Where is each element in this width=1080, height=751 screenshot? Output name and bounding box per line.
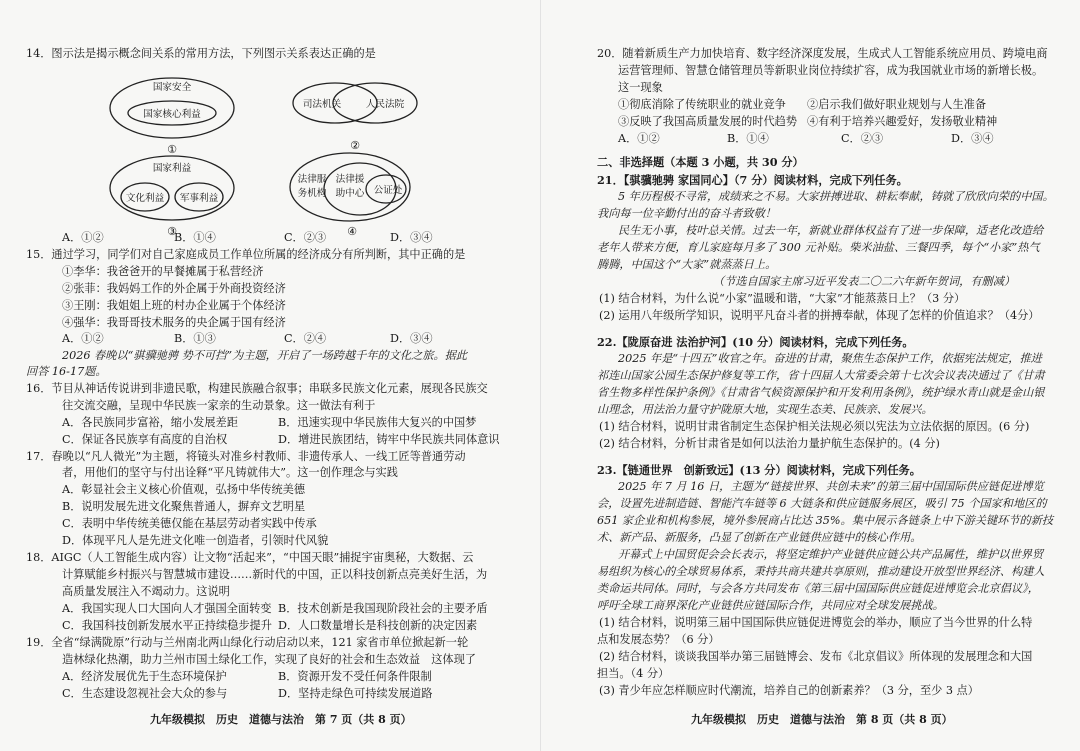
q15-item-1: ①李华：我爸爸开的早餐摊属于私营经济 <box>62 265 264 278</box>
q23-task-2: (2) 结合材料，谈谈我国举办第三届链博会、发布《北京倡议》所体现的发展理念和大国 <box>599 650 1033 663</box>
q23-task-3: (3) 青少年应怎样顺应时代潮流，培养自己的创新素养？（3 分，至少 3 点） <box>599 684 979 697</box>
q23-material-6: 易组织为核心的全球贸易体系，秉持共商共建共享原则，推动建设开放型世界经济、构建人 <box>597 565 1045 578</box>
q16-stem-1: 16．节目从神话传说讲到非遗民歌，构建民族融合叙事；串联多民族文化元素，展现各民族交 <box>26 382 488 395</box>
q21-task-2: (2) 运用八年级所学知识，说明平凡奋斗者的拼搏奉献，体现了怎样的价值追求？（4分） <box>599 309 1040 322</box>
q17-option-a[interactable]: A．彰显社会主义核心价值观，弘扬中华传统美德 <box>62 483 306 496</box>
q21-material-5: 腾腾，中国这个“大家”就蒸蒸日上。 <box>597 258 777 271</box>
q19-option-c[interactable]: C．生态建设忽视社会大众的参与 <box>62 687 228 700</box>
q15-option-a[interactable]: A．①② <box>62 332 104 345</box>
q19-option-b[interactable]: B．资源开发不受任何条件限制 <box>278 670 432 683</box>
q19-stem-2: 造林绿化热潮，助力兰州市国土绿化工作，实现了良好的社会和生态效益 这体现了 <box>62 653 476 666</box>
q15-item-4: ④强华：我哥哥技术服务的央企属于国有经济 <box>62 316 286 329</box>
q23-material-4: 术、新产品、新服务，凸显了创新在产业链供应链中的核心作用。 <box>597 531 922 544</box>
q15-item-2: ②张菲：我妈妈工作的外企属于外商投资经济 <box>62 282 286 295</box>
q21-task-1: (1) 结合材料，为什么说“小家”温暖和谐，“大家”才能蒸蒸日上？（3 分） <box>599 292 966 305</box>
q17-stem-1: 17．春晚以“凡人微光”为主题，将镜头对准乡村教师、非遗传承人、一线工匠等普通劳动 <box>26 450 466 463</box>
q23-material-2: 会，设置先进制造链、智能汽车链等 6 大链条和供应链服务展区，吸引 75 个国家和地区的 <box>597 497 1047 510</box>
d3-label-a: 文化利益 <box>125 193 165 204</box>
q20-option-a[interactable]: A．①② <box>618 132 660 145</box>
d2-label-a: 司法机关 <box>302 99 342 110</box>
page-8 <box>540 0 1080 751</box>
q22-material-4: 山理念，用法治力量守护陇原大地，实现生态美、民族亲、发展兴。 <box>597 403 933 416</box>
d3-label-b: 军事利益 <box>179 193 219 204</box>
q20-option-d[interactable]: D．③④ <box>951 132 994 145</box>
q20-item-2: ②启示我们做好职业规划与人生准备 <box>807 98 987 111</box>
q16-17-intro-1: 2026 春晚以“骐骥驰骋 势不可挡”为主题，开启了一场跨越千年的文化之旅。据此 <box>62 349 468 362</box>
q22-heading: 22.【陇原奋进 法治护河】(10 分）阅读材料，完成下列任务。 <box>597 335 914 349</box>
q23-material-5: 开幕式上中国贸促会会长表示，将坚定维护产业链供应链公共产品属性，维护以世界贸 <box>618 548 1044 561</box>
q21-heading: 21．【骐骥驰骋 家国同心】（7 分）阅读材料，完成下列任务。 <box>597 173 908 187</box>
q14-option-d[interactable]: D．③④ <box>390 231 433 244</box>
q18-option-c[interactable]: C．我国科技创新发展水平正持续稳步提升 <box>62 619 272 632</box>
page-7-footer: 九年级模拟 历史 道德与法治 第 7 页（共 8 页） <box>150 713 412 726</box>
q17-option-d[interactable]: D．体现平凡人是先进文化唯一创造者，引领时代风貌 <box>62 534 329 547</box>
q20-stem-1: 20．随着新质生产力加快培育、数字经济深度发展，生成式人工智能系统应用员、跨境电商 <box>597 47 1048 60</box>
d1-num: ① <box>167 143 177 156</box>
d3-num: ③ <box>167 225 177 238</box>
page-8-footer: 九年级模拟 历史 道德与法治 第 8 页（共 8 页） <box>691 713 953 726</box>
q23-material-1: 2025 年 7 月 16 日，主题为“链接世界、共创未来”的第三届中国国际供应链促进博览 <box>618 480 1044 493</box>
d4-label-a2: 务机构 <box>297 188 327 199</box>
q19-stem-1: 19．全省“绿满陇原”行动与兰州南北两山绿化行动启动以来，121 家省市单位掀起新一轮 <box>26 636 469 649</box>
q17-option-c[interactable]: C．表明中华传统美德仅能在基层劳动者实践中传承 <box>62 517 317 530</box>
d2-num: ② <box>350 139 360 152</box>
q15-option-b[interactable]: B．①③ <box>174 332 216 345</box>
q18-option-d[interactable]: D．人口数量增长是科技创新的决定因素 <box>278 619 478 632</box>
q23-task-2-cont: 担当。（4 分） <box>597 667 670 680</box>
q19-option-a[interactable]: A．经济发展优先于生态环境保护 <box>62 670 227 683</box>
q17-option-b[interactable]: B．说明发展先进文化聚焦普通人，摒弃文艺明星 <box>62 500 306 513</box>
q14-option-c[interactable]: C．②③ <box>284 231 327 244</box>
q16-option-a[interactable]: A．各民族同步富裕，缩小发展差距 <box>62 416 238 429</box>
q23-material-8: 呼吁全球工商界深化产业链供应链国际合作，共同应对全球发展挑战。 <box>597 599 944 612</box>
q20-option-b[interactable]: B．①④ <box>727 132 769 145</box>
q15-item-3: ③王刚：我姐姐上班的村办企业属于个体经济 <box>62 299 286 312</box>
q23-material-3: 651 家企业和机构参展，境外参展商占比达 35%。集中展示各链条上中下游关键环节的新技 <box>597 514 1054 527</box>
q19-option-d[interactable]: D．坚持走绿色可持续发展道路 <box>278 687 433 700</box>
q20-item-3: ③反映了我国高质量发展的时代趋势 <box>618 115 798 128</box>
q15-stem: 15．通过学习，同学们对自己家庭成员工作单位所属的经济成分有所判断，其中正确的是 <box>26 248 466 261</box>
q21-material-2: 我向每一位辛勤付出的奋斗者致敬！ <box>597 207 777 220</box>
d4-label-a1: 法律服 <box>297 174 327 185</box>
q20-item-4: ④有利于培养兴趣爱好，发扬敬业精神 <box>807 115 998 128</box>
q22-task-2: (2) 结合材料，分析甘肃省是如何以法治力量护航生态保护的。(4 分) <box>599 437 940 450</box>
q16-option-b[interactable]: B．迅速实现中华民族伟大复兴的中国梦 <box>278 416 477 429</box>
q18-option-a[interactable]: A．我国实现人口大国向人才强国全面转变 <box>62 602 272 615</box>
q22-task-1: (1) 结合材料，说明甘肃省制定生态保护相关法规必须以宪法为立法依据的原因。(6 分) <box>599 420 1030 433</box>
q18-stem-2: 计算赋能乡村振兴与智慧城市建设……新时代的中国，正以科技创新点亮美好生活，为 <box>62 568 488 581</box>
q16-17-intro-2: 回答 16-17题。 <box>26 365 107 378</box>
d4-num: ④ <box>347 225 357 238</box>
d4-label-c: 公证处 <box>373 185 403 196</box>
d1-outer-label: 国家安全 <box>152 82 192 93</box>
q23-task-1: (1) 结合材料，说明第三届中国国际供应链促进博览会的举办，顺应了当今世界的什么特 <box>599 616 1033 629</box>
q18-option-b[interactable]: B．技术创新是我国现阶段社会的主要矛盾 <box>278 602 488 615</box>
q14-diagrams <box>0 60 540 250</box>
q14-option-a[interactable]: A．①② <box>62 231 104 244</box>
q16-option-d[interactable]: D．增进民族团结，铸牢中华民族共同体意识 <box>278 433 500 446</box>
q16-stem-2: 往交流交融，呈现中华民族一家亲的生动景象。这一做法有利于 <box>62 399 376 412</box>
q17-stem-2: 者，用他们的坚守与付出诠释“平凡铸就伟大”。这一创作理念与实践 <box>62 466 398 479</box>
q22-material-1: 2025 年是“十四五”收官之年。奋进的甘肃，聚焦生态保护工作，依据宪法规定，推进 <box>618 352 1042 365</box>
d4-label-b1: 法律援 <box>335 174 365 185</box>
section-heading: 二、非选择题（本题 3 小题，共 30 分） <box>597 155 804 169</box>
q20-item-1: ①彻底消除了传统职业的就业竞争 <box>618 98 786 111</box>
q20-stem-3: 这一现象 <box>618 81 663 94</box>
q14-stem: 14．图示法是揭示概念间关系的常用方法，下列图示关系表达正确的是 <box>26 47 376 60</box>
q18-stem-1: 18．AIGC（人工智能生成内容）让文物“活起来”，“中国天眼”捕捉宇宙奥秘，大数据、云 <box>26 551 474 564</box>
q18-stem-3: 高质量发展注入不竭动力。这说明 <box>62 585 230 598</box>
q16-option-c[interactable]: C．保证各民族享有高度的自治权 <box>62 433 228 446</box>
q20-option-c[interactable]: C．②③ <box>841 132 884 145</box>
q22-material-2: 祁连山国家公园生态保护修复等工作，省十四届人大常委会第十七次会议表决通过了《甘肃 <box>597 369 1045 382</box>
q23-material-7: 类命运共同体。同时，与会各方共同发布《第三届中国国际供应链促进博览会北京倡议》， <box>597 582 1039 595</box>
d3-outer-label: 国家利益 <box>152 163 192 174</box>
q23-heading: 23.【链通世界 创新致远】(13 分）阅读材料，完成下列任务。 <box>597 463 921 477</box>
q15-option-d[interactable]: D．③④ <box>390 332 433 345</box>
q21-source: （节选自国家主席习近平发表二〇二六年新年贺词，有删减） <box>713 275 1016 288</box>
d4-label-b2: 助中心 <box>335 188 365 199</box>
q21-material-3: 民生无小事，枝叶总关情。过去一年，新就业群体权益有了进一步保障，适老化改造给 <box>618 224 1044 237</box>
q21-material-1: 5 年历程极不寻常，成绩来之不易。大家拼搏进取、耕耘奉献，铸就了欣欣向荣的中国。 <box>618 190 1054 203</box>
q22-material-3: 省生物多样性保护条例》《甘肃省气候资源保护和开发利用条例》，统护绿水青山就是金山银 <box>597 386 1045 399</box>
q15-option-c[interactable]: C．②④ <box>284 332 327 345</box>
d1-inner-label: 国家核心利益 <box>143 109 201 120</box>
q21-material-4: 老年人带来方便，育儿家庭每月多了 300 元补贴。柴米油盐、三餐四季，每个“小家”热气 <box>597 241 1040 254</box>
q20-stem-2: 运营管理师、智慧仓储管理员等新职业岗位持续扩容，成为我国就业市场的新增长极。 <box>618 64 1044 77</box>
q23-task-1-cont: 点和发展态势？（6 分） <box>597 633 720 646</box>
q14-option-b[interactable]: B．①④ <box>174 231 216 244</box>
d2-label-b: 人民法院 <box>365 99 405 110</box>
